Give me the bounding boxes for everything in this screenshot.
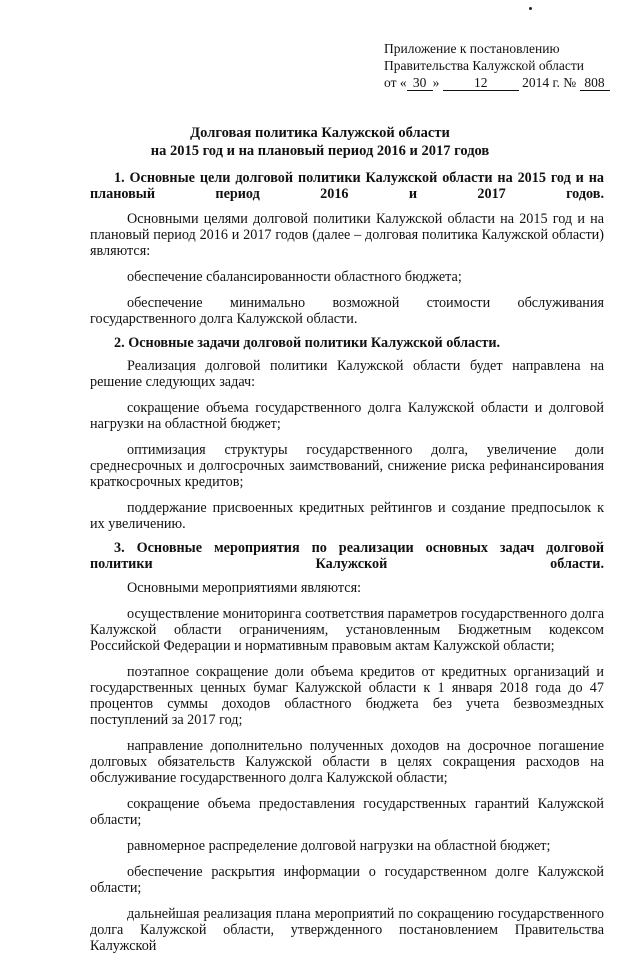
paragraph: Основными целями долговой политики Калужской области на 2015 год и на плановый период 2016 и 2017 годов (далее – долговая политика Калужской области) являются: <box>90 211 604 259</box>
paragraph: сокращение объема государственного долга Калужской области и долговой нагрузки на областной бюджет; <box>90 400 604 432</box>
date-day: 30 <box>407 76 433 91</box>
date-year: 2014 г. № <box>522 75 577 90</box>
title-line-2: на 2015 год и на плановый период 2016 и 2017 годов <box>150 143 490 159</box>
paragraph: обеспечение сбалансированности областного бюджета; <box>127 269 462 285</box>
paragraph: обеспечение минимально возможной стоимости обслуживания государственного долга Калужской области. <box>90 295 604 327</box>
paragraph: равномерное распределение долговой нагрузки на областной бюджет; <box>127 838 551 854</box>
section-heading-3: 3. Основные мероприятия по реализации основных задач долговой политики Калужской области. <box>90 540 604 572</box>
appendix-date-line <box>384 74 624 91</box>
paragraph: Реализация долговой политики Калужской области будет направлена на решение следующих задач: <box>90 358 604 390</box>
date-quote-close: » <box>432 75 440 90</box>
paragraph: поддержание присвоенных кредитных рейтингов и создание предпосылок к их увеличению. <box>90 500 604 532</box>
paragraph: поэтапное сокращение доли объема кредитов от кредитных организаций и государственных ценных бумаг Калужской области к 1 января 2018 года до 47 процентов суммы доходов областного бюджета без учета безвозмездных поступлений за 2017 год; <box>90 664 604 728</box>
paragraph: дальнейшая реализация плана мероприятий по сокращению государственного долга Калужской области, утвержденного постановлением Правительства Калужской <box>90 906 604 954</box>
paragraph: направление дополнительно полученных доходов на досрочное погашение долговых обязательств Калужской области в целях сокращения расходов на обслуживание государственного долга Калужской области; <box>90 738 604 786</box>
section-heading-1: 1. Основные цели долговой политики Калужской области на 2015 год и на плановый период 2016 и 2017 годов. <box>90 170 604 202</box>
section-heading-2: 2. Основные задачи долговой политики Калужской области. <box>114 335 501 351</box>
appendix-line-2: Правительства Калужской области <box>384 58 585 73</box>
appendix-block <box>384 40 624 91</box>
scan-speck <box>529 7 532 10</box>
title-line-1: Долговая политика Калужской области <box>190 125 450 141</box>
date-prefix: от « <box>384 75 407 90</box>
appendix-line-1: Приложение к постановлению <box>384 41 560 56</box>
document-number: 808 <box>580 76 610 91</box>
date-month: 12 <box>443 76 519 91</box>
document-title <box>0 124 640 160</box>
paragraph: Основными мероприятиями являются: <box>127 580 362 596</box>
paragraph: сокращение объема предоставления государственных гарантий Калужской области; <box>90 796 604 828</box>
document-body <box>90 170 604 954</box>
paragraph: оптимизация структуры государственного долга, увеличение доли среднесрочных и долгосрочных заимствований, снижение риска рефинансирования краткосрочных кредитов; <box>90 442 604 490</box>
paragraph: осуществление мониторинга соответствия параметров государственного долга Калужской области ограничениям, установленным Бюджетным кодексом Российской Федерации и нормативным правовым актам Калужской области; <box>90 606 604 654</box>
paragraph: обеспечение раскрытия информации о государственном долге Калужской области; <box>90 864 604 896</box>
